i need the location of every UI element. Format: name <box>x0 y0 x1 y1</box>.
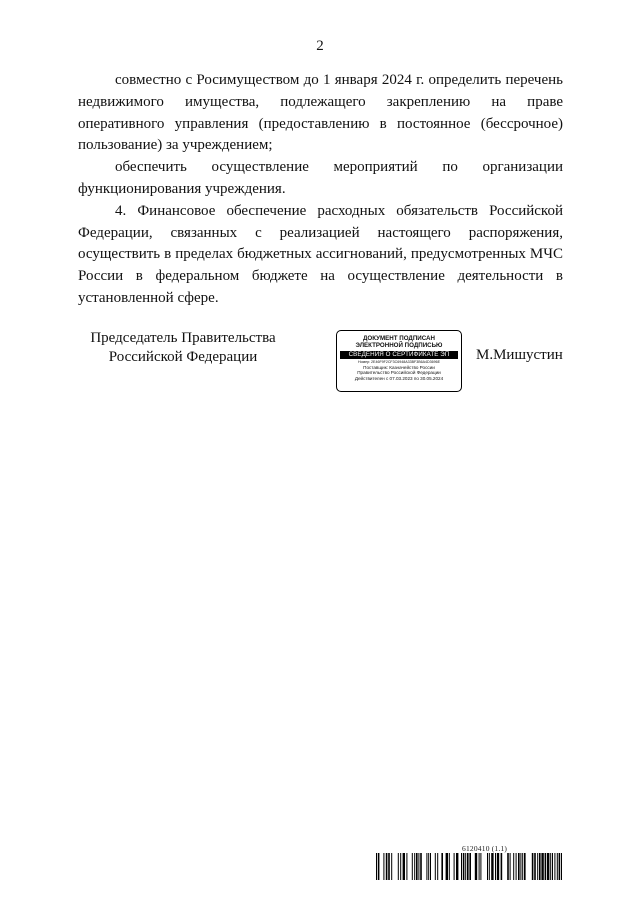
document-code: 6120410 (1.1) <box>462 844 508 853</box>
paragraph-ensure-operations: обеспечить осуществление мероприятий по организации функционирования учреждения. <box>78 159 563 197</box>
signer-name: М.Мишустин <box>476 347 563 363</box>
stamp-supplier: Поставщик: Казначейство России <box>363 364 435 370</box>
stamp-heading-line2: ЭЛЕКТРОННОЙ ПОДПИСЬЮ <box>355 342 443 350</box>
signatory-title-line2: Российской Федерации <box>108 348 258 365</box>
paragraph-property-list: совместно с Росимуществом до 1 января 2024 г. определить перечень недвижимого имущества, подлежащего закреплению на праве оперативного управления (предоставлению в постоянное (бессрочное) пользование) за учреждением; <box>78 72 563 154</box>
document-body <box>78 70 563 310</box>
electronic-signature-stamp <box>336 330 462 392</box>
stamp-owner: Правительство Российской Федерации <box>357 370 441 376</box>
barcode-icon <box>376 853 562 880</box>
signatory-title <box>78 329 288 366</box>
stamp-serial: Номер: 2E46F9F2CF3C6948A33BF3B6A4D3696E <box>358 359 440 364</box>
stamp-heading-line1: ДОКУМЕНТ ПОДПИСАН <box>363 335 435 342</box>
page-number: 2 <box>316 38 324 54</box>
stamp-certificate-bar: СВЕДЕНИЯ О СЕРТИФИКАТЕ ЭП <box>340 351 458 359</box>
paragraph-financing: 4. Финансовое обеспечение расходных обязательств Российской Федерации, связанных с реализацией настоящего распоряжения, осуществить в пределах бюджетных ассигнований, предусмотренных МЧС России в федеральном бюджете на осуществление деятельности в установленной сфере. <box>78 202 563 306</box>
signatory-title-line1: Председатель Правительства <box>90 330 276 346</box>
stamp-validity: Действителен с 07.03.2023 по 30.05.2024 <box>354 376 444 381</box>
